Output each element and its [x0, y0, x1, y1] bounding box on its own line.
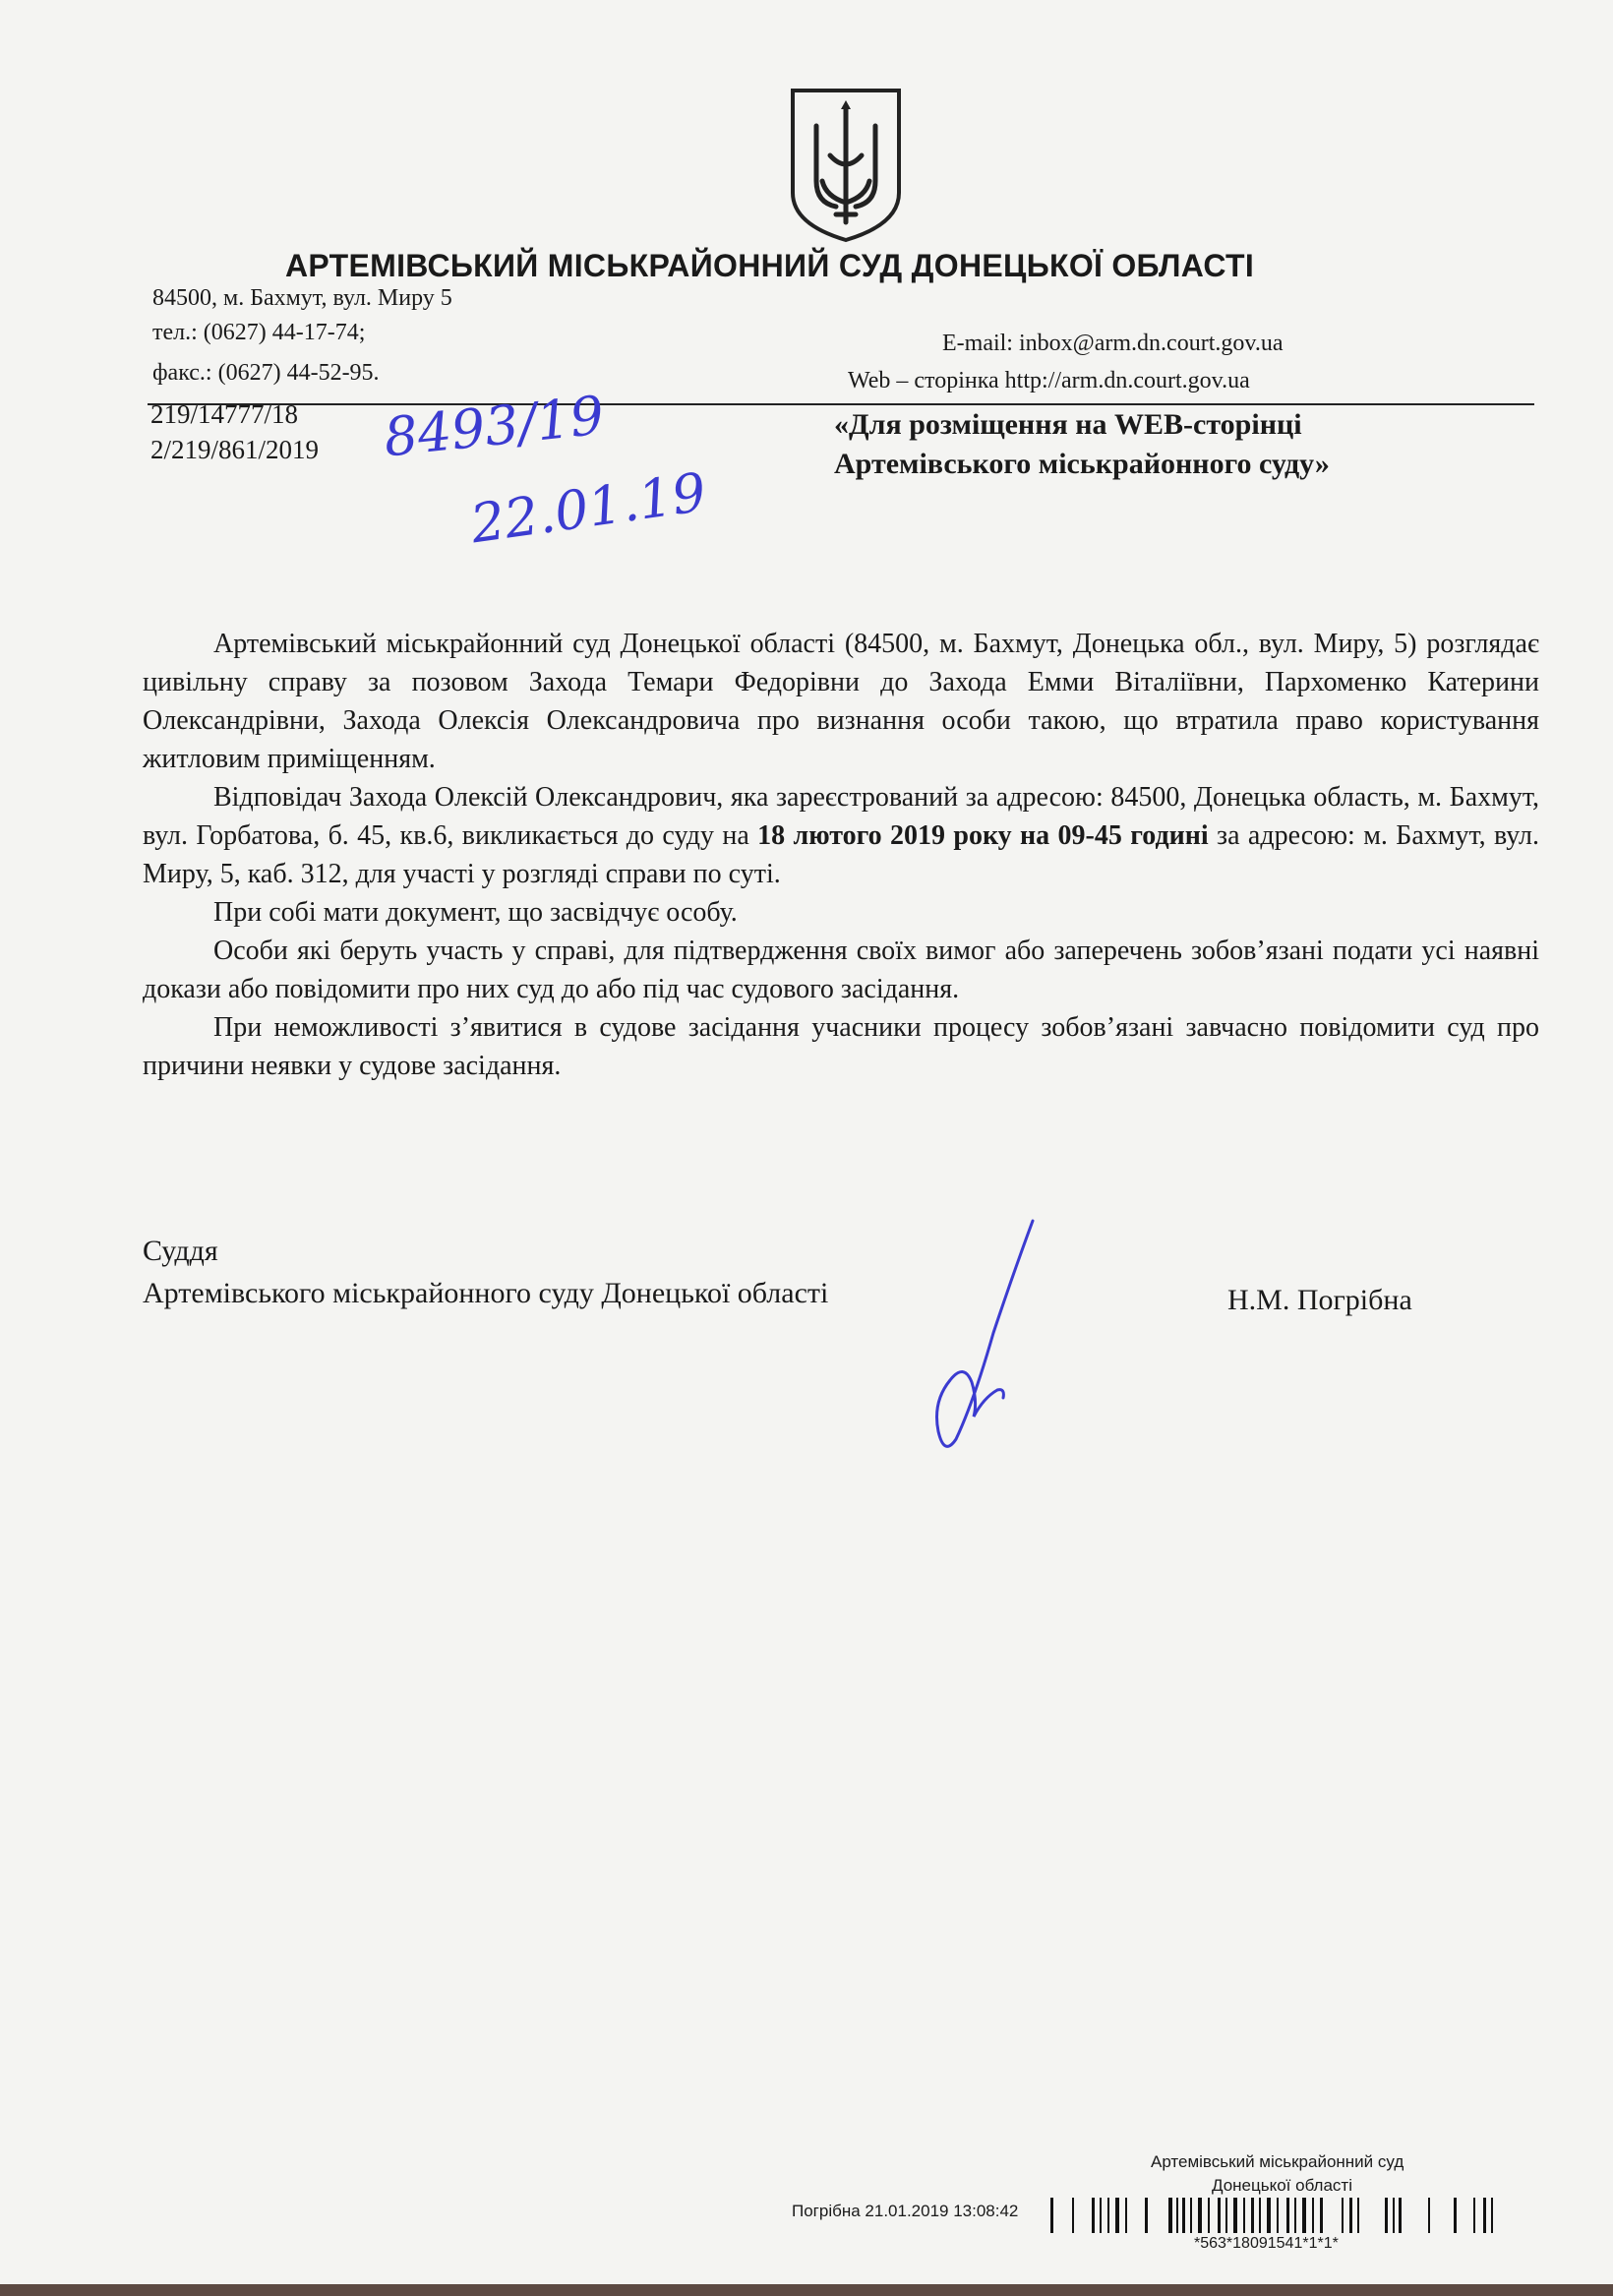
- court-email: E-mail: inbox@arm.dn.court.gov.ua: [942, 331, 1284, 356]
- body-paragraph-summons: Відповідач Захода Олексій Олександрович, яка зареєстрований за адресою: 84500, Донецька область, м. Бахмут, вул. Горбатова, б. 45, кв.6, викликається до суду на 18 лютого 2019 року на 09-45 годині за адресою: м. Бахмут, вул. Миру, 5, каб. 312, для участі у розгляді справи по суті.: [143, 782, 1540, 889]
- hearing-date-time: 18 лютого 2019 року на 09-45 годині: [757, 820, 1209, 851]
- body-paragraph-id: При собі мати документ, що засвідчує особу.: [213, 897, 738, 928]
- footer-court-line1: Артемівський міськрайонний суд: [1151, 2152, 1404, 2171]
- handwritten-registration-number: 8493/19: [381, 384, 608, 469]
- court-name-heading: АРТЕМІВСЬКИЙ МІСЬКРАЙОННИЙ СУД ДОНЕЦЬКОЇ ОБЛАСТІ: [285, 248, 1255, 283]
- barcode-number: *563*18091541*1*1*: [1194, 2235, 1339, 2252]
- court-fax: факс.: (0627) 44-52-95.: [152, 360, 380, 386]
- court-website: Web – сторінка http://arm.dn.court.gov.ua: [848, 368, 1250, 393]
- document-barcode-icon: [1050, 2198, 1532, 2233]
- body-paragraph-case: Артемівський міськрайонний суд Донецької області (84500, м. Бахмут, Донецька обл., вул. Миру, 5) розглядає цивільну справу за позовом Захода Темари Федорівни до Захода Емми Віталіївни, Пархоменко Катерини Олександрівни, Захода Олексія Олександровича про визнання особи такою, що втратила право користування житловим приміщенням.: [143, 629, 1539, 774]
- scan-edge: [0, 2284, 1613, 2296]
- web-placement-note-line1: «Для розміщення на WEB-сторінці: [834, 408, 1302, 441]
- document-body: [143, 625, 1539, 1085]
- registration-timestamp: Погрібна 21.01.2019 13:08:42: [792, 2202, 1019, 2220]
- footer-court-line2: Донецької області: [1212, 2176, 1352, 2195]
- body-paragraph-evidence: Особи які беруть участь у справі, для підтвердження своїх вимог або заперечень зобов’язані подати усі наявні докази або повідомити про них суд до або під час судового засідання.: [143, 936, 1539, 1004]
- court-phone: тел.: (0627) 44-17-74;: [152, 320, 366, 345]
- ukraine-coat-of-arms-icon: [787, 87, 905, 244]
- judge-signature-icon: [915, 1215, 1052, 1461]
- judge-court: Артемівського міськрайонного суду Донецької області: [143, 1277, 829, 1309]
- case-number-1: 219/14777/18: [150, 399, 299, 429]
- handwritten-date: 22.01.19: [466, 460, 710, 556]
- web-placement-note-line2: Артемівського міськрайонного суду»: [834, 448, 1330, 480]
- judge-title: Суддя: [143, 1235, 218, 1267]
- judge-name: Н.М. Погрібна: [1227, 1284, 1412, 1316]
- court-address: 84500, м. Бахмут, вул. Миру 5: [152, 285, 452, 311]
- body-paragraph-absence: При неможливості з’явитися в судове засідання учасники процесу зобов’язані завчасно повідомити суд про причини неявки у судове засідання.: [143, 1012, 1539, 1081]
- case-number-2: 2/219/861/2019: [150, 435, 320, 464]
